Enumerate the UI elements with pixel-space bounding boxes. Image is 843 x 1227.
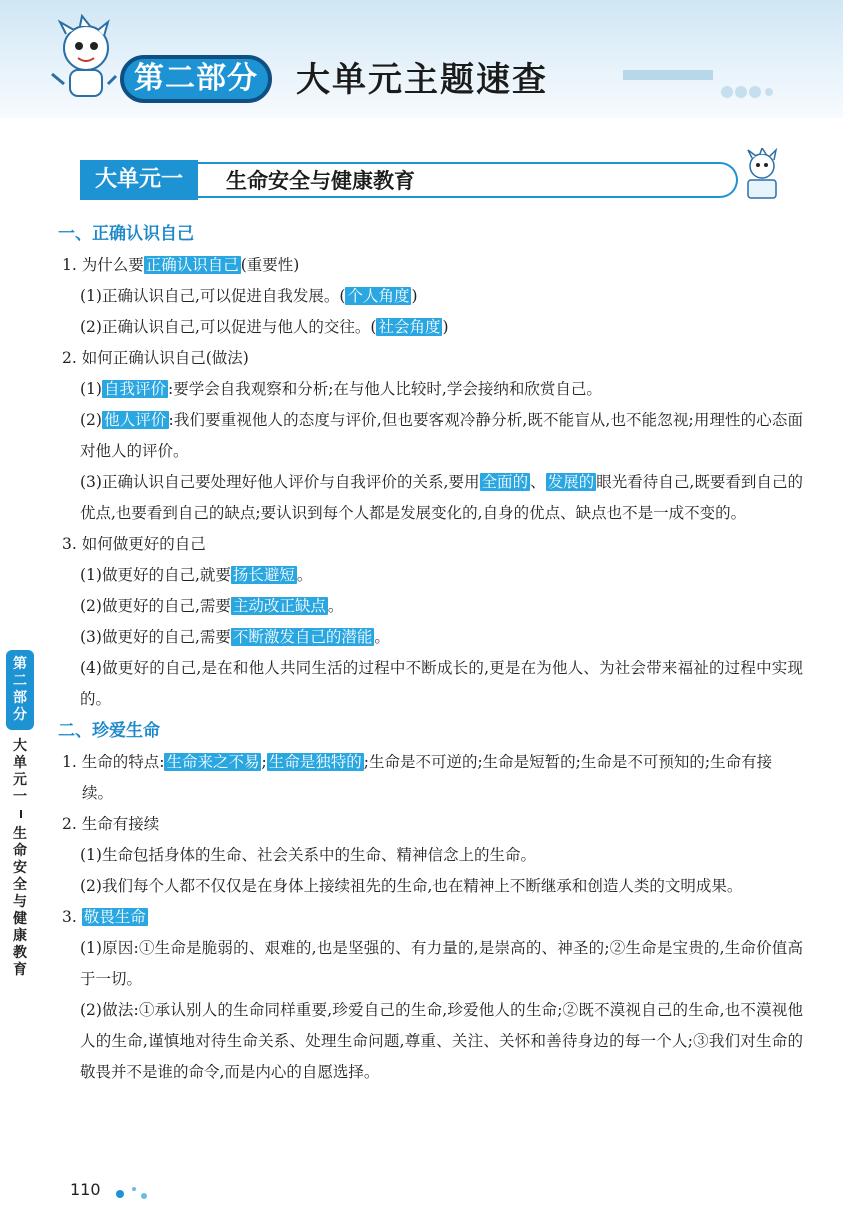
highlight: 自我评价 [103, 380, 166, 398]
unit-title-box [198, 162, 738, 198]
item-paragraph: (2)做法:①承认别人的生命同样重要,珍爱自己的生命,珍爱他人的生命;②既不漠视自己的生命,也不漠视他人的生命,谨慎地对待生命关系、处理生命问题,尊重、关注、关怀和善待身边的每一个人;③我们对生命的敬畏并不是谁的命令,而是内心的自愿选择。 [80, 1001, 803, 1081]
content [58, 218, 803, 1088]
highlight: 发展的 [547, 473, 595, 491]
text: 。 [327, 597, 344, 615]
highlight: 主动改正缺点 [232, 597, 326, 615]
text: 眼光看待自己,既要看到自己的优点,也要看到自己的缺点;要认识到每个人都是发展变化的,自身的优点、缺点也不是一成不变的。 [80, 473, 803, 522]
text: 1. 生命的特点: [62, 753, 165, 771]
section-title: 一、正确认识自己 [58, 224, 194, 244]
part-badge: 第二部分 [120, 55, 272, 103]
mascot-small-icon [740, 148, 784, 202]
text: 、 [530, 473, 546, 491]
highlight: 社会角度 [378, 318, 441, 336]
section-title: 二、珍爱生命 [58, 721, 160, 741]
item-paragraph: (4)做更好的自己,是在和他人共同生活的过程中不断成长的,更是在为他人、为社会带来福祉的过程中实现的。 [80, 659, 803, 708]
text: ) [411, 287, 418, 305]
text: (2) [80, 411, 102, 429]
side-tab [6, 650, 36, 979]
item-paragraph: (2)我们每个人都不仅仅是在身体上接续祖先的生命,也在精神上不断继承和创造人类的文明成果。 [80, 877, 743, 895]
highlight: 正确认识自己 [145, 256, 239, 274]
text: 。 [296, 566, 313, 584]
text: 3. [62, 908, 82, 926]
question-line: 2. 生命有接续 [62, 815, 160, 833]
highlight: 全面的 [481, 473, 529, 491]
item-line [80, 560, 803, 591]
text: 1. 为什么要 [62, 256, 144, 274]
side-tab-part: 第 二 部 分 [6, 650, 34, 730]
highlight: 他人评价 [103, 411, 167, 429]
side-tab-unit: 大 单 元 一 [13, 738, 27, 805]
item-paragraph [80, 467, 803, 529]
text: (重要性) [240, 256, 300, 274]
text: ;生命是不可逆的;生命是短暂的;生命是不可预知的;生命有接续。 [82, 753, 773, 802]
item-line [80, 312, 803, 343]
unit-label: 大单元一 [80, 160, 198, 200]
question-line [62, 250, 803, 281]
question-line [62, 902, 803, 933]
page-dots-icon [110, 1184, 160, 1200]
mascot-icon [46, 14, 120, 106]
item-line [80, 622, 803, 653]
part-title: 大单元主题速查 [296, 60, 548, 100]
text: (1)正确认识自己,可以促进自我发展。( [80, 287, 346, 305]
highlight: 生命来之不易 [166, 753, 260, 771]
highlight: 不断激发自己的潜能 [232, 628, 373, 646]
highlight: 扬长避短 [232, 566, 295, 584]
text: (3)正确认识自己要处理好他人评价与自我评价的关系,要用 [80, 473, 480, 491]
text: (1)做更好的自己,就要 [80, 566, 231, 584]
item-line [80, 281, 803, 312]
decorative-stripes-icon [623, 62, 773, 102]
question-line: 2. 如何正确认识自己(做法) [62, 349, 249, 367]
item-line [80, 374, 803, 405]
item-paragraph: (1)原因:①生命是脆弱的、艰难的,也是坚强的、有力量的,是崇高的、神圣的;②生命是宝贵的,生命价值高于一切。 [80, 939, 803, 988]
text: :我们要重视他人的态度与评价,但也要客观冷静分析,既不能盲从,也不能忽视;用理性的心态面对他人的评价。 [80, 411, 803, 460]
question-line: 3. 如何做更好的自己 [62, 535, 206, 553]
item-line: (1)生命包括身体的生命、社会关系中的生命、精神信念上的生命。 [80, 846, 536, 864]
side-tab-topic: 生 命 安 全 与 健 康 教 育 [13, 826, 27, 978]
item-line [80, 591, 803, 622]
unit-header [80, 160, 748, 200]
text: ; [261, 753, 267, 771]
highlight: 个人角度 [347, 287, 410, 305]
text: (2)正确认识自己,可以促进与他人的交往。( [80, 318, 377, 336]
text: (2)做更好的自己,需要 [80, 597, 231, 615]
item-paragraph [80, 405, 803, 467]
text: :要学会自我观察和分析;在与他人比较时,学会接纳和欣赏自己。 [167, 380, 602, 398]
text: (3)做更好的自己,需要 [80, 628, 231, 646]
unit-title: 生命安全与健康教育 [226, 169, 415, 193]
text: (1) [80, 380, 102, 398]
page-number: 110 [70, 1180, 101, 1199]
highlight: 生命是独特的 [268, 753, 362, 771]
question-paragraph [62, 747, 803, 809]
text: 。 [374, 628, 390, 646]
highlight: 敬畏生命 [83, 908, 146, 926]
text: ) [442, 318, 449, 336]
side-divider [20, 810, 22, 818]
